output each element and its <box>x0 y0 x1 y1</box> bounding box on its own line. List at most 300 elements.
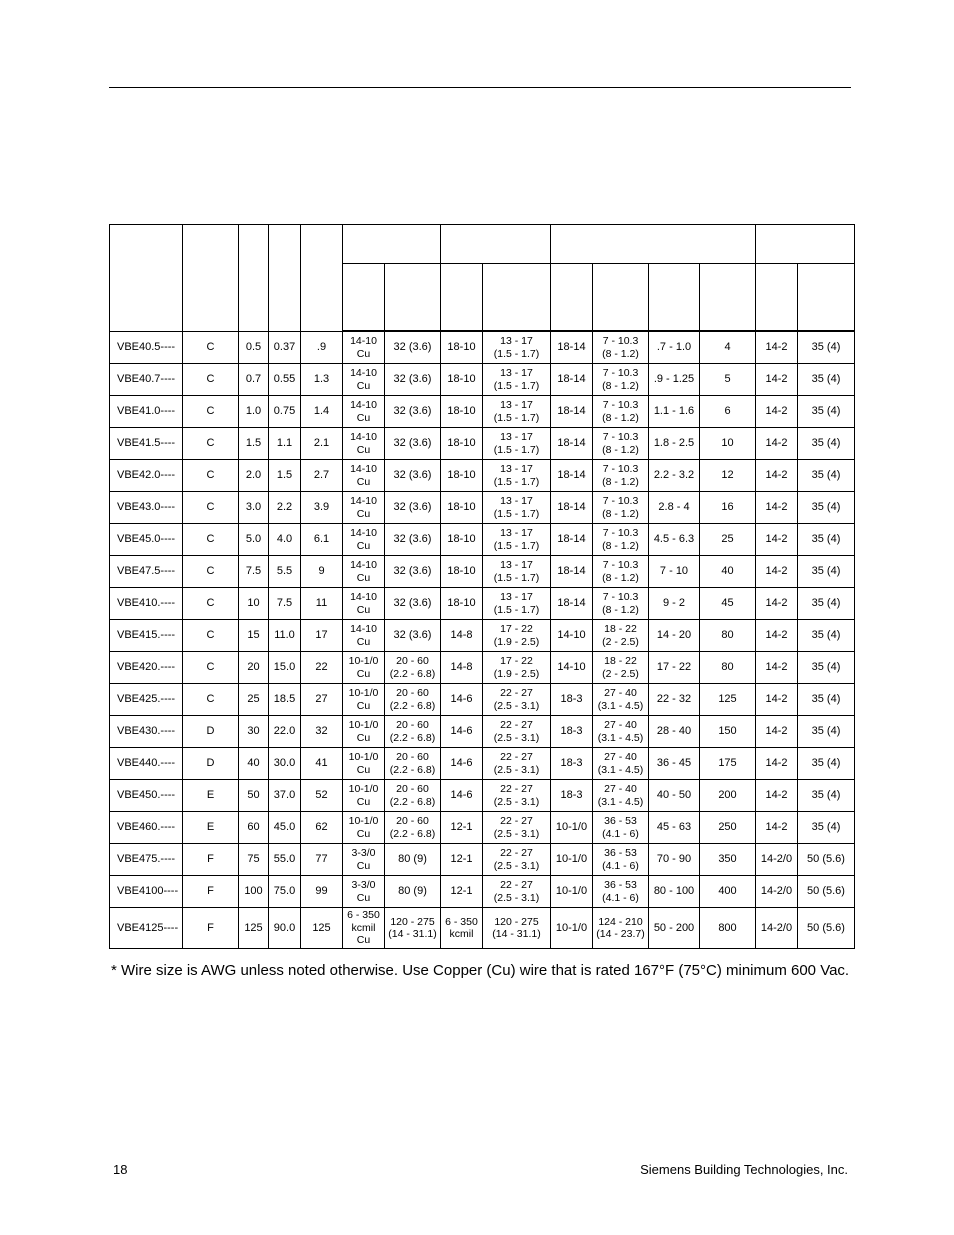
table-cell: 2.2 - 3.2 <box>649 460 700 492</box>
table-cell: F <box>183 908 239 949</box>
table-cell: 40 <box>700 556 756 588</box>
model-cell: VBE460.---- <box>110 812 183 844</box>
model-cell: VBE475.---- <box>110 844 183 876</box>
table-cell: 35 (4) <box>798 524 855 556</box>
table-cell: .7 - 1.0 <box>649 331 700 364</box>
table-cell: 41 <box>301 748 343 780</box>
table-cell: 10-1/0 <box>551 908 593 949</box>
table-cell: 40 - 50 <box>649 780 700 812</box>
model-cell: VBE41.5---- <box>110 428 183 460</box>
table-cell: 0.75 <box>269 396 301 428</box>
table-cell: C <box>183 556 239 588</box>
table-cell: 3.0 <box>239 492 269 524</box>
table-cell: 125 <box>301 908 343 949</box>
table-cell: 45 <box>700 588 756 620</box>
page-number: 18 <box>113 1162 128 1177</box>
table-cell: 22 - 27 (2.5 - 3.1) <box>483 684 551 716</box>
table-cell: 18-14 <box>551 331 593 364</box>
header-sub-cell <box>700 264 756 332</box>
table-cell: 14-10 Cu <box>343 556 385 588</box>
table-cell: 52 <box>301 780 343 812</box>
table-cell: 13 - 17 (1.5 - 1.7) <box>483 556 551 588</box>
header-sub-cell <box>343 264 385 332</box>
table-cell: 2.8 - 4 <box>649 492 700 524</box>
table-row <box>110 716 855 748</box>
table-row <box>110 460 855 492</box>
table-cell: 30.0 <box>269 748 301 780</box>
table-cell: 1.0 <box>239 396 269 428</box>
table-cell: 14-2 <box>756 364 798 396</box>
model-cell: VBE47.5---- <box>110 556 183 588</box>
header-group-3 <box>551 225 756 264</box>
table-cell: 50 - 200 <box>649 908 700 949</box>
header-cell-hp <box>239 225 269 332</box>
table-cell: 13 - 17 (1.5 - 1.7) <box>483 524 551 556</box>
table-cell: C <box>183 684 239 716</box>
table-cell: 32 (3.6) <box>385 492 441 524</box>
table-cell: 175 <box>700 748 756 780</box>
table-cell: 55.0 <box>269 844 301 876</box>
table-cell: 14-10 Cu <box>343 331 385 364</box>
table-cell: 25 <box>239 684 269 716</box>
table-cell: 32 (3.6) <box>385 331 441 364</box>
table-cell: 14-10 Cu <box>343 460 385 492</box>
table-cell: 35 (4) <box>798 652 855 684</box>
table-cell: 32 (3.6) <box>385 396 441 428</box>
table-cell: 13 - 17 (1.5 - 1.7) <box>483 331 551 364</box>
table-cell: 75.0 <box>269 876 301 908</box>
table-cell: 120 - 275 (14 - 31.1) <box>483 908 551 949</box>
table-cell: 15 <box>239 620 269 652</box>
header-sub-cell <box>483 264 551 332</box>
table-cell: 14-2 <box>756 748 798 780</box>
table-cell: 6.1 <box>301 524 343 556</box>
table-cell: 36 - 53 (4.1 - 6) <box>593 812 649 844</box>
company-name: Siemens Building Technologies, Inc. <box>640 1162 848 1177</box>
table-cell: 7 - 10 <box>649 556 700 588</box>
table-cell: 7.5 <box>239 556 269 588</box>
table-cell: 800 <box>700 908 756 949</box>
table-cell: 75 <box>239 844 269 876</box>
table-cell: 150 <box>700 716 756 748</box>
table-cell: 14-2 <box>756 396 798 428</box>
header-group-1 <box>343 225 441 264</box>
table-cell: 14-2 <box>756 652 798 684</box>
table-cell: C <box>183 620 239 652</box>
table-cell: 18-14 <box>551 396 593 428</box>
table-cell: 13 - 17 (1.5 - 1.7) <box>483 428 551 460</box>
table-cell: 18-10 <box>441 524 483 556</box>
table-cell: C <box>183 331 239 364</box>
table-cell: C <box>183 364 239 396</box>
table-cell: 4.0 <box>269 524 301 556</box>
table-cell: 14 - 20 <box>649 620 700 652</box>
header-sub-cell <box>441 264 483 332</box>
table-cell: 22.0 <box>269 716 301 748</box>
table-cell: 35 (4) <box>798 684 855 716</box>
table-cell: 36 - 53 (4.1 - 6) <box>593 876 649 908</box>
table-cell: 2.0 <box>239 460 269 492</box>
table-cell: 18-3 <box>551 716 593 748</box>
header-sub-cell <box>798 264 855 332</box>
table-cell: 10-1/0 Cu <box>343 780 385 812</box>
header-sub-cell <box>649 264 700 332</box>
table-cell: 6 - 350 kcmil <box>441 908 483 949</box>
table-cell: 18-14 <box>551 460 593 492</box>
table-cell: F <box>183 844 239 876</box>
table-cell: 77 <box>301 844 343 876</box>
header-sub-cell <box>551 264 593 332</box>
table-cell: 35 (4) <box>798 620 855 652</box>
table-row <box>110 748 855 780</box>
table-cell: 5 <box>700 364 756 396</box>
model-cell: VBE4125---- <box>110 908 183 949</box>
table-cell: 13 - 17 (1.5 - 1.7) <box>483 588 551 620</box>
table-cell: C <box>183 460 239 492</box>
table-cell: 14-6 <box>441 716 483 748</box>
table-cell: 14-8 <box>441 652 483 684</box>
table-cell: 10-1/0 <box>551 812 593 844</box>
table-cell: D <box>183 748 239 780</box>
table-cell: 9 - 2 <box>649 588 700 620</box>
table-cell: 18-10 <box>441 396 483 428</box>
table-cell: 200 <box>700 780 756 812</box>
table-cell: 2.7 <box>301 460 343 492</box>
table-cell: 12-1 <box>441 876 483 908</box>
table-cell: 14-2 <box>756 716 798 748</box>
table-cell: 0.7 <box>239 364 269 396</box>
table-cell: 32 <box>301 716 343 748</box>
table-cell: 14-10 Cu <box>343 620 385 652</box>
table-cell: 35 (4) <box>798 428 855 460</box>
table-cell: 18-3 <box>551 780 593 812</box>
table-cell: 20 - 60 (2.2 - 6.8) <box>385 652 441 684</box>
table-cell: 27 - 40 (3.1 - 4.5) <box>593 748 649 780</box>
table-row <box>110 588 855 620</box>
table-cell: 45 - 63 <box>649 812 700 844</box>
table-cell: C <box>183 524 239 556</box>
table-cell: 14-10 Cu <box>343 588 385 620</box>
table-cell: 14-10 Cu <box>343 396 385 428</box>
table-row <box>110 492 855 524</box>
table-cell: 100 <box>239 876 269 908</box>
table-cell: 18-14 <box>551 524 593 556</box>
table-cell: 1.1 <box>269 428 301 460</box>
table-cell: 22 - 27 (2.5 - 3.1) <box>483 876 551 908</box>
table-cell: 14-10 Cu <box>343 364 385 396</box>
table-cell: 0.55 <box>269 364 301 396</box>
table-row <box>110 364 855 396</box>
model-cell: VBE45.0---- <box>110 524 183 556</box>
table-cell: 22 - 27 (2.5 - 3.1) <box>483 716 551 748</box>
table-cell: 50 (5.6) <box>798 876 855 908</box>
table-cell: 18-14 <box>551 492 593 524</box>
table-cell: 5.0 <box>239 524 269 556</box>
table-cell: 4 <box>700 331 756 364</box>
table-cell: 80 <box>700 620 756 652</box>
wiring-spec-table <box>109 224 855 949</box>
table-cell: 14-2 <box>756 588 798 620</box>
table-cell: 10 <box>700 428 756 460</box>
header-cell-model <box>110 225 183 332</box>
table-cell: 50 <box>239 780 269 812</box>
table-cell: 35 (4) <box>798 364 855 396</box>
table-cell: 7 - 10.3 (8 - 1.2) <box>593 524 649 556</box>
table-cell: 14-8 <box>441 620 483 652</box>
table-cell: 22 - 27 (2.5 - 3.1) <box>483 812 551 844</box>
header-cell-frame <box>183 225 239 332</box>
table-cell: 1.8 - 2.5 <box>649 428 700 460</box>
table-cell: 14-2/0 <box>756 876 798 908</box>
table-cell: 10-1/0 Cu <box>343 812 385 844</box>
table-cell: 14-2/0 <box>756 844 798 876</box>
table-cell: 32 (3.6) <box>385 588 441 620</box>
table-cell: 20 - 60 (2.2 - 6.8) <box>385 684 441 716</box>
table-cell: 13 - 17 (1.5 - 1.7) <box>483 396 551 428</box>
model-cell: VBE42.0---- <box>110 460 183 492</box>
table-cell: 12-1 <box>441 844 483 876</box>
table-cell: 35 (4) <box>798 460 855 492</box>
table-cell: 20 - 60 (2.2 - 6.8) <box>385 780 441 812</box>
table-cell: 35 (4) <box>798 556 855 588</box>
model-cell: VBE410.---- <box>110 588 183 620</box>
table-cell: 90.0 <box>269 908 301 949</box>
table-cell: 14-10 <box>551 652 593 684</box>
table-cell: 2.1 <box>301 428 343 460</box>
table-cell: 20 - 60 (2.2 - 6.8) <box>385 748 441 780</box>
model-cell: VBE450.---- <box>110 780 183 812</box>
table-cell: 70 - 90 <box>649 844 700 876</box>
table-cell: 35 (4) <box>798 492 855 524</box>
table-row <box>110 524 855 556</box>
table-row <box>110 556 855 588</box>
table-cell: 18-10 <box>441 588 483 620</box>
header-sub-cell <box>756 264 798 332</box>
table-cell: 14-10 Cu <box>343 428 385 460</box>
table-cell: 2.2 <box>269 492 301 524</box>
table-cell: 10-1/0 Cu <box>343 748 385 780</box>
table-cell: 3-3/0 Cu <box>343 876 385 908</box>
table-row <box>110 876 855 908</box>
table-cell: 32 (3.6) <box>385 556 441 588</box>
table-cell: .9 <box>301 331 343 364</box>
table-cell: 10-1/0 Cu <box>343 684 385 716</box>
table-cell: 13 - 17 (1.5 - 1.7) <box>483 364 551 396</box>
table-row <box>110 908 855 949</box>
table-cell: 5.5 <box>269 556 301 588</box>
table-cell: 28 - 40 <box>649 716 700 748</box>
table-cell: 10-1/0 Cu <box>343 716 385 748</box>
table-cell: 35 (4) <box>798 780 855 812</box>
table-cell: 14-2 <box>756 428 798 460</box>
table-cell: 18 - 22 (2 - 2.5) <box>593 652 649 684</box>
table-cell: 18-10 <box>441 556 483 588</box>
table-cell: 7 - 10.3 (8 - 1.2) <box>593 428 649 460</box>
table-cell: 80 <box>700 652 756 684</box>
table-cell: 14-2 <box>756 780 798 812</box>
table-cell: 17 <box>301 620 343 652</box>
footnote: * Wire size is AWG unless noted otherwise. Use Copper (Cu) wire that is rated 167°F (75°C) minimum 600 Vac. <box>111 962 850 979</box>
table-cell: 14-2 <box>756 524 798 556</box>
table-cell: 16 <box>700 492 756 524</box>
table-cell: 35 (4) <box>798 716 855 748</box>
table-cell: 18-10 <box>441 460 483 492</box>
table-cell: 14-2/0 <box>756 908 798 949</box>
model-cell: VBE425.---- <box>110 684 183 716</box>
table-cell: .9 - 1.25 <box>649 364 700 396</box>
table-cell: 99 <box>301 876 343 908</box>
table-cell: 40 <box>239 748 269 780</box>
table-cell: 1.4 <box>301 396 343 428</box>
table-row <box>110 844 855 876</box>
header-cell-kw <box>269 225 301 332</box>
table-cell: 120 - 275 (14 - 31.1) <box>385 908 441 949</box>
table-cell: 17 - 22 <box>649 652 700 684</box>
table-cell: 36 - 45 <box>649 748 700 780</box>
model-cell: VBE40.5---- <box>110 331 183 364</box>
table-cell: 7 - 10.3 (8 - 1.2) <box>593 331 649 364</box>
table-row <box>110 812 855 844</box>
table-cell: 3.9 <box>301 492 343 524</box>
table-cell: 13 - 17 (1.5 - 1.7) <box>483 492 551 524</box>
table-cell: 50 (5.6) <box>798 844 855 876</box>
model-cell: VBE430.---- <box>110 716 183 748</box>
table-cell: 80 (9) <box>385 876 441 908</box>
table-cell: 250 <box>700 812 756 844</box>
table-cell: 22 - 27 (2.5 - 3.1) <box>483 780 551 812</box>
table-cell: 22 - 27 (2.5 - 3.1) <box>483 844 551 876</box>
model-cell: VBE40.7---- <box>110 364 183 396</box>
table-cell: 27 - 40 (3.1 - 4.5) <box>593 684 649 716</box>
table-cell: 80 - 100 <box>649 876 700 908</box>
table-cell: 11.0 <box>269 620 301 652</box>
table-cell: 14-2 <box>756 460 798 492</box>
model-cell: VBE415.---- <box>110 620 183 652</box>
table-cell: 14-6 <box>441 748 483 780</box>
table-cell: 35 (4) <box>798 812 855 844</box>
table-cell: 18-14 <box>551 588 593 620</box>
table-cell: 32 (3.6) <box>385 460 441 492</box>
table-cell: 35 (4) <box>798 588 855 620</box>
table-cell: 12-1 <box>441 812 483 844</box>
table-cell: 14-6 <box>441 780 483 812</box>
table-cell: 25 <box>700 524 756 556</box>
table-cell: C <box>183 428 239 460</box>
header-sub-cell <box>385 264 441 332</box>
table-cell: 17 - 22 (1.9 - 2.5) <box>483 652 551 684</box>
table-cell: C <box>183 588 239 620</box>
table-cell: 18-10 <box>441 331 483 364</box>
table-cell: 32 (3.6) <box>385 620 441 652</box>
table-cell: 17 - 22 (1.9 - 2.5) <box>483 620 551 652</box>
table-cell: 30 <box>239 716 269 748</box>
top-rule <box>109 87 851 88</box>
table-cell: 12 <box>700 460 756 492</box>
header-row-group <box>110 225 855 264</box>
table-cell: 22 - 32 <box>649 684 700 716</box>
table-cell: 18-10 <box>441 492 483 524</box>
table-cell: 15.0 <box>269 652 301 684</box>
table-cell: 1.1 - 1.6 <box>649 396 700 428</box>
table-cell: 9 <box>301 556 343 588</box>
model-cell: VBE420.---- <box>110 652 183 684</box>
table-cell: 32 (3.6) <box>385 428 441 460</box>
table-row <box>110 620 855 652</box>
table-cell: 350 <box>700 844 756 876</box>
table-cell: 6 - 350 kcmil Cu <box>343 908 385 949</box>
model-cell: VBE440.---- <box>110 748 183 780</box>
table-row <box>110 684 855 716</box>
table-cell: 0.5 <box>239 331 269 364</box>
table-cell: 10-1/0 Cu <box>343 652 385 684</box>
table-cell: 18-3 <box>551 748 593 780</box>
table-cell: 400 <box>700 876 756 908</box>
table-cell: 1.5 <box>239 428 269 460</box>
table-cell: 32 (3.6) <box>385 524 441 556</box>
table-cell: 27 - 40 (3.1 - 4.5) <box>593 780 649 812</box>
table-cell: 10 <box>239 588 269 620</box>
table-cell: C <box>183 396 239 428</box>
table-row <box>110 428 855 460</box>
table-cell: 22 <box>301 652 343 684</box>
table-cell: 36 - 53 (4.1 - 6) <box>593 844 649 876</box>
table-cell: 124 - 210 (14 - 23.7) <box>593 908 649 949</box>
table-cell: 18-14 <box>551 556 593 588</box>
table-cell: 45.0 <box>269 812 301 844</box>
model-cell: VBE4100---- <box>110 876 183 908</box>
table-cell: 125 <box>700 684 756 716</box>
table-cell: 4.5 - 6.3 <box>649 524 700 556</box>
table-cell: 7 - 10.3 (8 - 1.2) <box>593 460 649 492</box>
table-cell: 62 <box>301 812 343 844</box>
table-cell: 14-2 <box>756 812 798 844</box>
table-cell: 18-10 <box>441 428 483 460</box>
table-cell: 18 - 22 (2 - 2.5) <box>593 620 649 652</box>
header-cell-amps <box>301 225 343 332</box>
table-cell: 20 <box>239 652 269 684</box>
table-cell: 14-2 <box>756 556 798 588</box>
table-cell: 6 <box>700 396 756 428</box>
table-cell: 10-1/0 <box>551 876 593 908</box>
table-cell: E <box>183 780 239 812</box>
table-cell: 14-10 Cu <box>343 492 385 524</box>
table-cell: 22 - 27 (2.5 - 3.1) <box>483 748 551 780</box>
table-cell: 14-2 <box>756 684 798 716</box>
table-cell: 18.5 <box>269 684 301 716</box>
table-cell: C <box>183 492 239 524</box>
table-cell: 14-6 <box>441 684 483 716</box>
table-row <box>110 652 855 684</box>
table-cell: 14-10 <box>551 620 593 652</box>
table-row <box>110 780 855 812</box>
table-cell: 18-3 <box>551 684 593 716</box>
table-cell: 80 (9) <box>385 844 441 876</box>
table-cell: 14-2 <box>756 620 798 652</box>
table-cell: 20 - 60 (2.2 - 6.8) <box>385 716 441 748</box>
table-cell: 50 (5.6) <box>798 908 855 949</box>
table-cell: 7 - 10.3 (8 - 1.2) <box>593 588 649 620</box>
table-cell: 125 <box>239 908 269 949</box>
table-cell: 18-14 <box>551 428 593 460</box>
table-cell: F <box>183 876 239 908</box>
table-cell: 13 - 17 (1.5 - 1.7) <box>483 460 551 492</box>
table-cell: 14-10 Cu <box>343 524 385 556</box>
table-cell: 35 (4) <box>798 331 855 364</box>
table-cell: 7 - 10.3 (8 - 1.2) <box>593 492 649 524</box>
table-cell: 7 - 10.3 (8 - 1.2) <box>593 396 649 428</box>
table-cell: 35 (4) <box>798 396 855 428</box>
table-cell: D <box>183 716 239 748</box>
